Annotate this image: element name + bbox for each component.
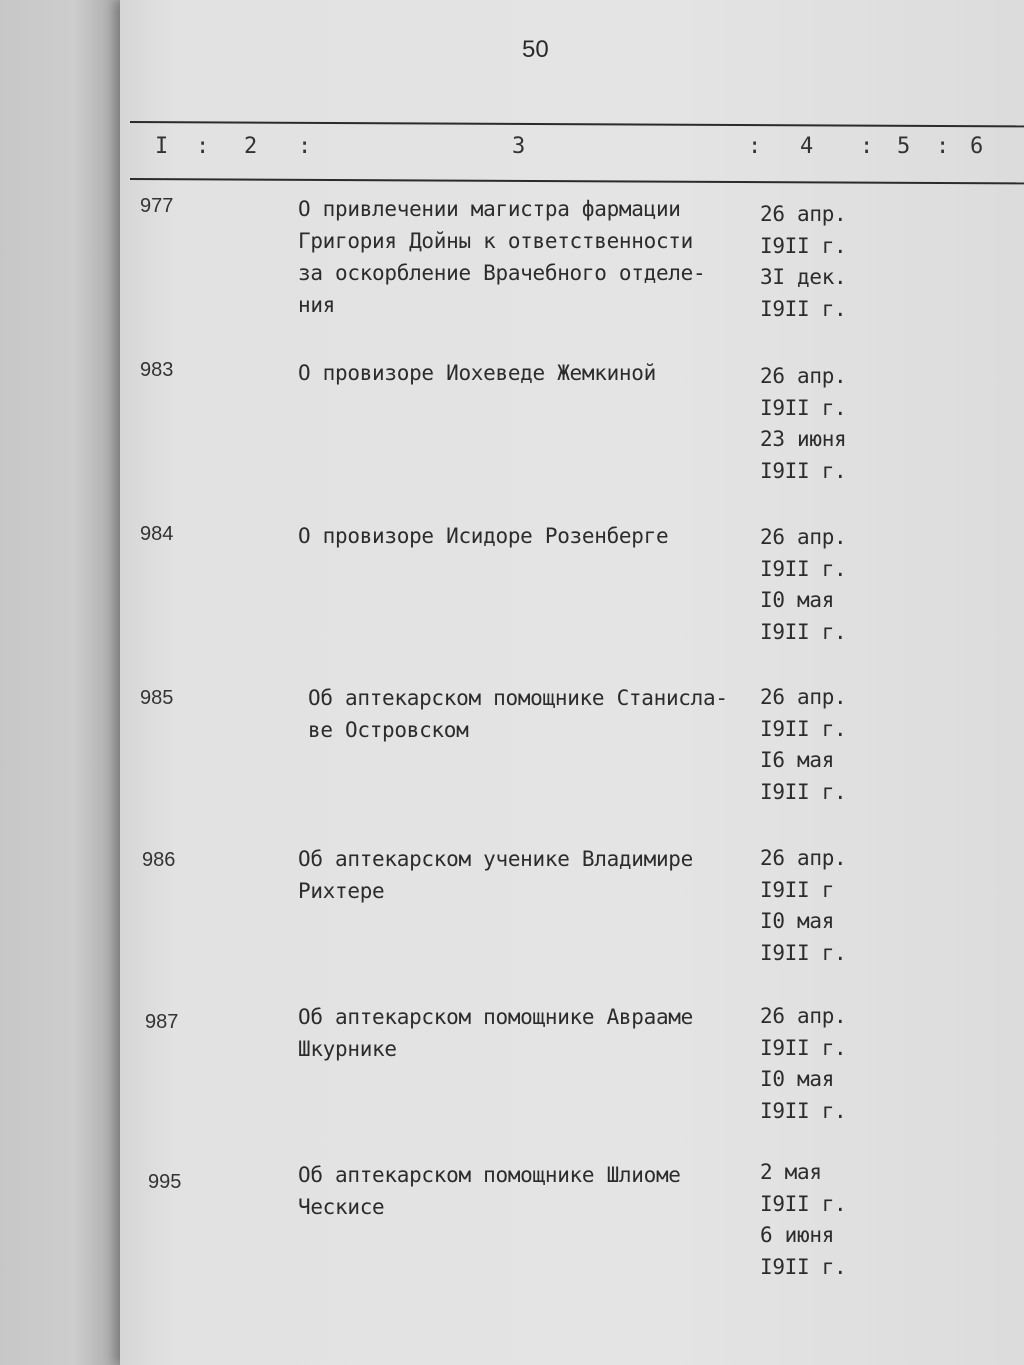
entry-number: 985 — [140, 687, 174, 709]
header-separator: : — [936, 134, 950, 159]
entry-dates — [760, 522, 880, 648]
entry-title: О провизоре Исидоре Розенберге — [298, 524, 669, 548]
start-year: I9II г. — [760, 556, 847, 581]
start-year: I9II г. — [760, 233, 847, 258]
end-date: I6 мая — [760, 748, 835, 772]
page-number: 50 — [522, 36, 549, 63]
start-date: 2 мая — [760, 1160, 822, 1184]
entry-number: 977 — [140, 195, 174, 217]
start-year: I9II г — [760, 877, 835, 902]
start-date: 26 апр. — [760, 1004, 847, 1028]
start-year: I9II г. — [760, 395, 847, 420]
start-date: 26 апр. — [760, 364, 847, 388]
previous-page-edge — [0, 0, 135, 1365]
header-col-2: 2 — [244, 134, 258, 159]
entry-dates — [760, 361, 880, 487]
end-year: I9II г. — [760, 779, 847, 804]
entry-dates — [760, 1157, 880, 1283]
entry-title: Об аптекарском ученике Владимире Рихтере — [298, 847, 693, 903]
entry-dates — [760, 1001, 880, 1127]
header-col-1: I — [155, 134, 169, 159]
header-col-5: 5 — [897, 134, 911, 159]
end-year: I9II г. — [760, 1254, 847, 1279]
entry-number: 983 — [140, 359, 174, 381]
start-date: 26 апр. — [760, 202, 847, 226]
header-separator: : — [298, 134, 312, 159]
header-col-3: 3 — [512, 134, 526, 159]
start-year: I9II г. — [760, 1035, 847, 1060]
end-date: I0 мая — [760, 1067, 835, 1091]
entry-number: 984 — [140, 523, 174, 545]
entry-title: О провизоре Иохеведе Жемкиной — [298, 361, 656, 385]
entry-title: Об аптекарском помощнике Аврааме Шкурнике — [298, 1005, 693, 1061]
end-year: I9II г. — [760, 458, 847, 483]
start-year: I9II г. — [760, 1191, 847, 1216]
end-year: I9II г. — [760, 940, 847, 965]
end-year: I9II г. — [760, 619, 847, 644]
start-date: 26 апр. — [760, 846, 847, 870]
entry-title: Об аптекарском помощнике Станисла- ве Островском — [308, 686, 728, 742]
entry-number: 986 — [142, 849, 176, 871]
entry-dates — [760, 843, 880, 969]
end-date: 6 июня — [760, 1223, 835, 1247]
end-date: I0 мая — [760, 909, 835, 933]
end-year: I9II г. — [760, 1098, 847, 1123]
entry-number: 987 — [145, 1011, 179, 1033]
entry-number: 995 — [148, 1171, 182, 1193]
header-separator: : — [196, 134, 210, 159]
header-separator: : — [748, 134, 762, 159]
start-year: I9II г. — [760, 716, 847, 741]
header-col-4: 4 — [800, 134, 814, 159]
start-date: 26 апр. — [760, 525, 847, 549]
entry-dates — [760, 199, 880, 325]
header-col-6: 6 — [970, 134, 984, 159]
entry-title: О привлечении магистра фармации Григория Дойны к ответственности за оскорбление Врачебного отделе- ния — [298, 197, 706, 317]
table-header — [0, 130, 1024, 170]
entry-title: Об аптекарском помощнике Шлиоме Ческисе — [298, 1163, 681, 1219]
start-date: 26 апр. — [760, 685, 847, 709]
end-year: I9II г. — [760, 296, 847, 321]
header-separator: : — [860, 134, 874, 159]
end-date: 23 июня — [760, 427, 847, 451]
end-date: I0 мая — [760, 588, 835, 612]
end-date: 3I дек. — [760, 265, 847, 289]
entry-dates — [760, 682, 880, 808]
